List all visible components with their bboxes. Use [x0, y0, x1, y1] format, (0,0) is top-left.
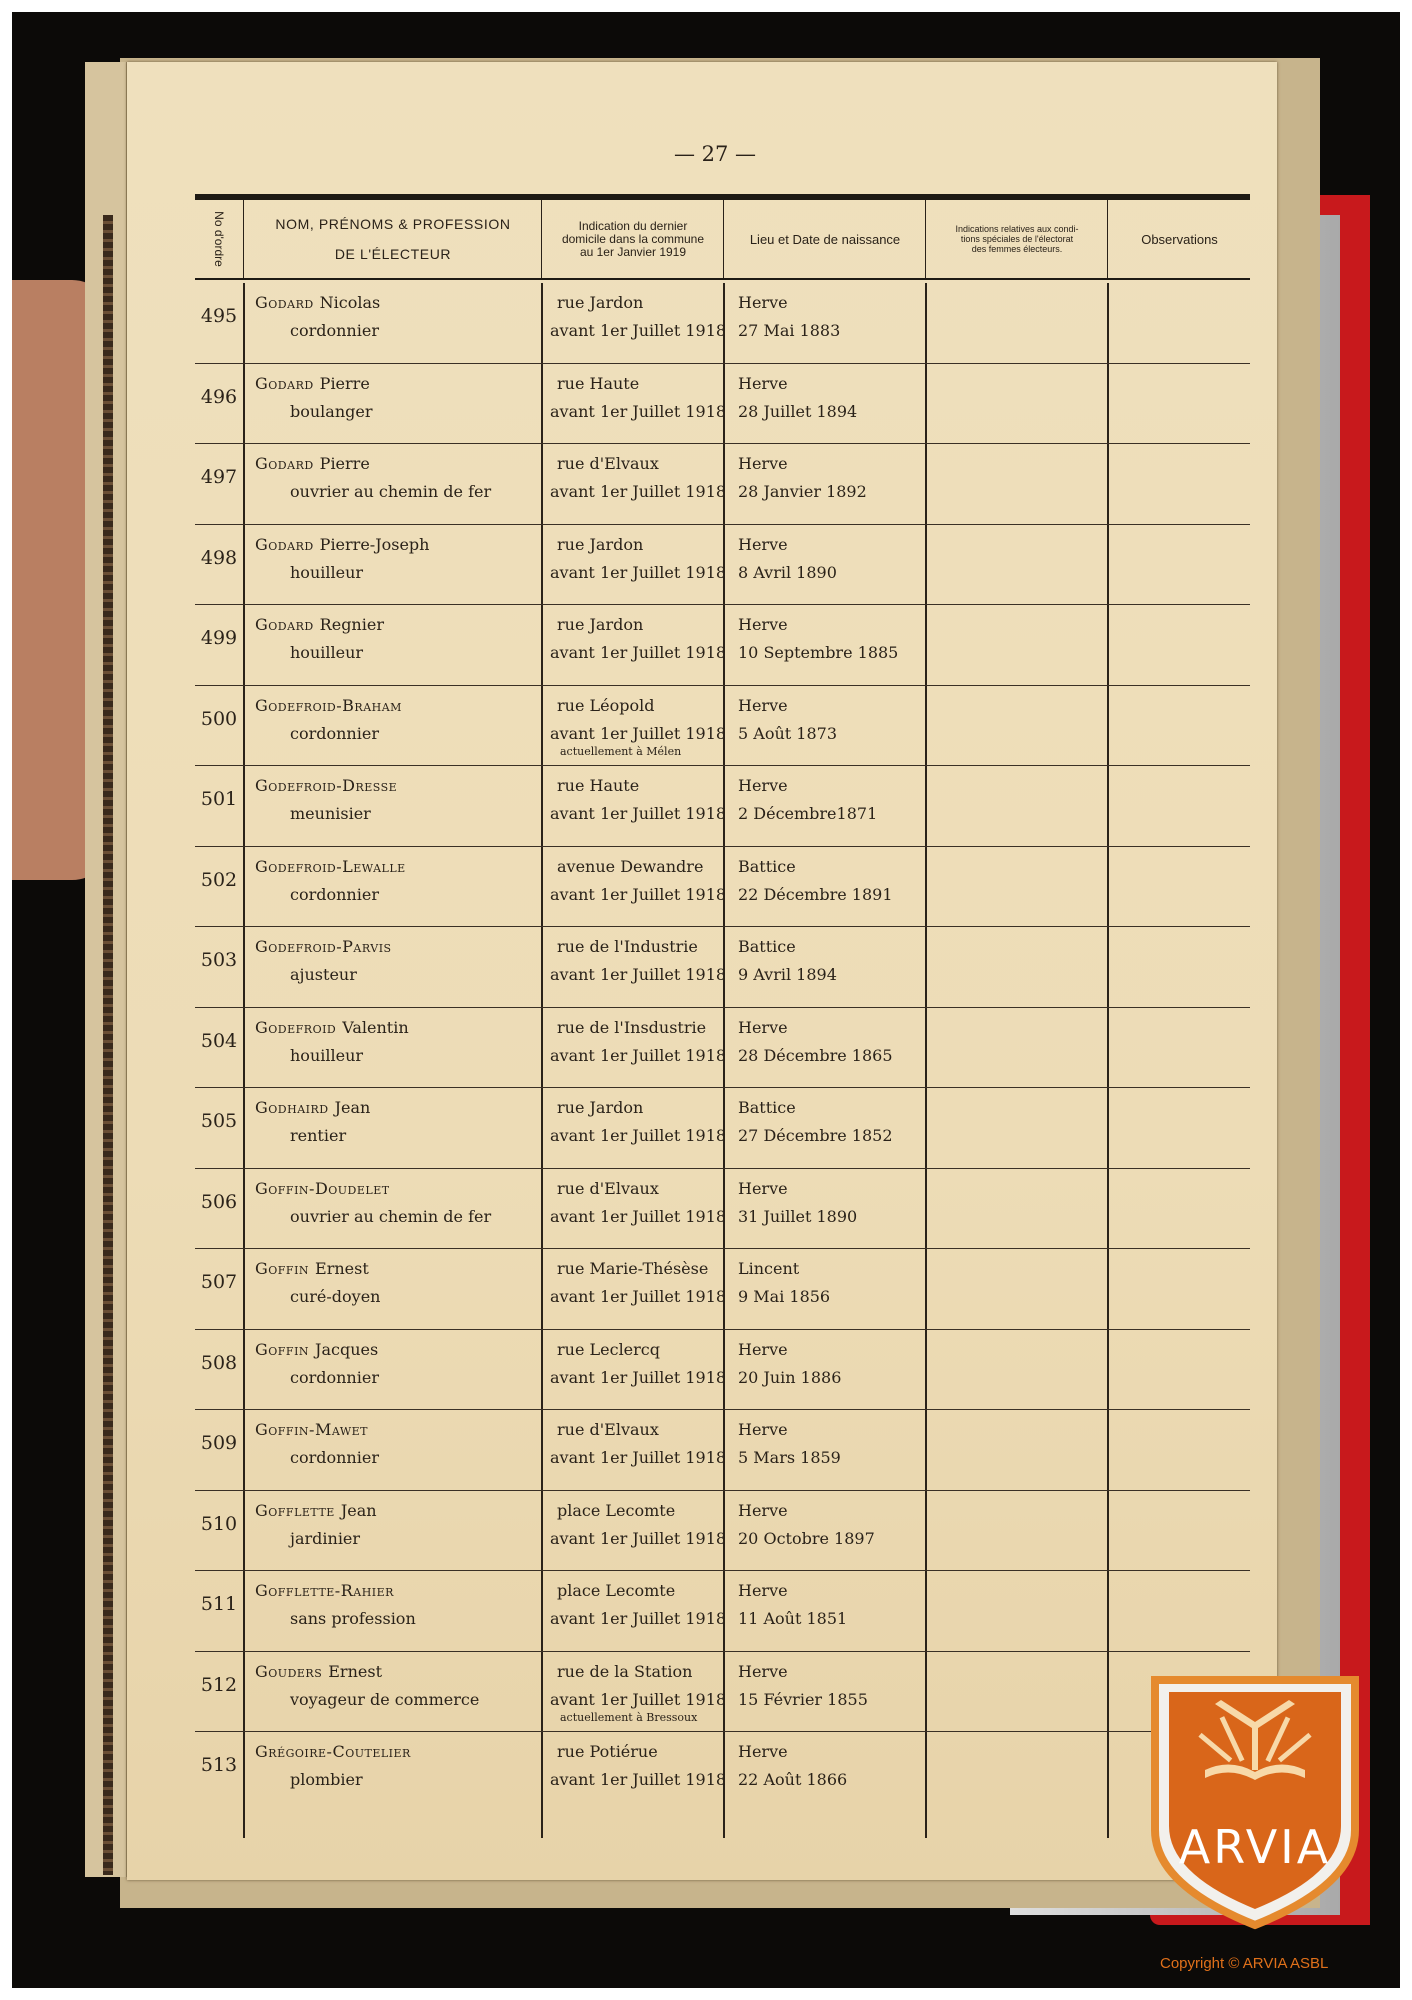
- birth-place: Herve: [738, 373, 788, 393]
- elector-profession: plombier: [290, 1770, 363, 1789]
- birth-date: 20 Juin 1886: [738, 1367, 842, 1387]
- elector-profession: cordonnier: [290, 1367, 379, 1387]
- elector-surname: Gouders: [255, 1661, 323, 1681]
- domicile-date-note: avant 1er Juillet 1918: [550, 1770, 727, 1789]
- domicile-date-note: avant 1er Juillet 1918: [550, 884, 727, 904]
- order-number: 499: [200, 627, 238, 649]
- elector-profession: meunisier: [290, 804, 371, 823]
- birth-place: Herve: [738, 293, 788, 312]
- elector-given-name: Pierre-Joseph: [319, 534, 430, 554]
- table-header: [195, 194, 1250, 280]
- birth-date: 11 Août 1851: [738, 1609, 848, 1628]
- elector-surname: Goffin: [255, 1339, 310, 1359]
- table-row: [195, 1732, 1250, 1813]
- domicile-street: place Lecomte: [557, 1500, 676, 1520]
- elector-name: [255, 1742, 417, 1761]
- birth-place: Herve: [738, 1178, 788, 1198]
- birth-place: Herve: [738, 1742, 788, 1761]
- register-rows: [195, 283, 1250, 1838]
- order-number: 507: [200, 1271, 238, 1293]
- elector-surname: Godhaird: [255, 1098, 329, 1117]
- birth-date: 28 Juillet 1894: [738, 401, 858, 421]
- order-number: 510: [200, 1512, 238, 1535]
- table-row: [195, 1008, 1250, 1089]
- birth-date: 5 Mars 1859: [738, 1448, 841, 1467]
- domicile-date-note: avant 1er Juillet 1918: [550, 1206, 727, 1226]
- order-number: 509: [200, 1432, 238, 1454]
- birth-place: Herve: [738, 1017, 788, 1037]
- domicile-date-note: avant 1er Juillet 1918: [550, 1367, 727, 1387]
- elector-surname: Gofflette-Rahier: [255, 1581, 394, 1600]
- domicile-date-note: avant 1er Juillet 1918: [550, 1609, 727, 1628]
- birth-place: Herve: [738, 615, 788, 634]
- elector-profession: cordonnier: [290, 884, 379, 904]
- birth-place: Battice: [738, 1098, 796, 1117]
- birth-place: Herve: [738, 1661, 788, 1681]
- domicile-street: rue de l'Insdustrie: [557, 1017, 707, 1037]
- domicile-street: rue Potiérue: [557, 1742, 658, 1761]
- birth-date: 27 Mai 1883: [738, 321, 841, 340]
- domicile-street: place Lecomte: [557, 1581, 676, 1600]
- elector-surname: Godard: [255, 534, 314, 554]
- elector-name: [255, 1662, 382, 1681]
- elector-surname: Godard: [255, 454, 314, 473]
- domicile-date-note: avant 1er Juillet 1918: [550, 723, 727, 743]
- order-number: 504: [200, 1029, 238, 1052]
- elector-name: [255, 857, 412, 876]
- order-number: 506: [200, 1190, 238, 1213]
- birth-date: 8 Avril 1890: [738, 562, 837, 582]
- domicile-street: rue d'Elvaux: [557, 454, 659, 473]
- header-domicile: Indication du dernier domicile dans la commune au 1er Janvier 1919: [561, 218, 705, 259]
- domicile-date-note: avant 1er Juillet 1918: [550, 1045, 727, 1065]
- order-number: 497: [200, 466, 238, 488]
- order-number: 496: [200, 385, 238, 408]
- header-birth: Lieu et Date de naissance: [749, 231, 901, 247]
- domicile-date-note: avant 1er Juillet 1918: [550, 1287, 727, 1306]
- domicile-date-note: avant 1er Juillet 1918: [550, 321, 727, 340]
- elector-surname: Godefroid-Braham: [255, 695, 402, 715]
- domicile-date-note: avant 1er Juillet 1918: [550, 1689, 727, 1709]
- elector-given-name: Jean: [334, 1098, 371, 1117]
- elector-surname: Godard: [255, 293, 314, 312]
- elector-surname: Godefroid-Dresse: [255, 776, 398, 795]
- elector-profession: houilleur: [290, 643, 364, 662]
- domicile-current-note: actuellement à Bressoux: [560, 1710, 698, 1724]
- order-number: 498: [200, 546, 238, 569]
- domicile-street: rue Jardon: [557, 293, 644, 312]
- elector-given-name: Jean: [340, 1500, 377, 1520]
- domicile-street: rue Marie-Thésèse: [557, 1259, 709, 1278]
- birth-date: 15 Février 1855: [738, 1689, 868, 1709]
- elector-surname: Goffin: [255, 1259, 310, 1278]
- domicile-street: rue Léopold: [557, 695, 655, 715]
- birth-date: 31 Juillet 1890: [738, 1206, 858, 1226]
- birth-date: 28 Décembre 1865: [738, 1045, 893, 1065]
- elector-surname: Grégoire-Coutelier: [255, 1742, 411, 1761]
- domicile-street: rue d'Elvaux: [557, 1178, 659, 1198]
- elector-name: [255, 776, 403, 795]
- order-number: 495: [200, 305, 238, 327]
- elector-given-name: Jacques: [315, 1339, 379, 1359]
- table-row: [195, 1169, 1250, 1250]
- elector-profession: houilleur: [290, 562, 364, 582]
- copyright-notice: Copyright © ARVIA ASBL: [1160, 1955, 1329, 1972]
- elector-given-name: Valentin: [342, 1017, 409, 1037]
- elector-name: [255, 454, 370, 473]
- birth-place: Herve: [738, 1420, 788, 1439]
- elector-name: [255, 1018, 409, 1037]
- order-number: 512: [200, 1673, 238, 1696]
- order-number: 511: [200, 1593, 238, 1615]
- order-number: 503: [200, 949, 238, 971]
- elector-profession: sans profession: [290, 1609, 416, 1628]
- domicile-date-note: avant 1er Juillet 1918: [550, 643, 727, 662]
- elector-given-name: Pierre: [319, 373, 370, 393]
- arvia-logo-text: ARVIA: [1178, 1820, 1332, 1874]
- binding-stitch: [103, 215, 113, 1875]
- elector-profession: boulanger: [290, 401, 373, 421]
- domicile-street: rue Jardon: [557, 1098, 644, 1117]
- table-row: [195, 766, 1250, 847]
- domicile-street: rue Haute: [557, 776, 640, 795]
- elector-name: [255, 1581, 400, 1600]
- table-row: [195, 1088, 1250, 1169]
- table-row: [195, 1571, 1250, 1652]
- elector-surname: Godefroid: [255, 1017, 337, 1037]
- elector-profession: ouvrier au chemin de fer: [290, 1206, 492, 1226]
- birth-date: 27 Décembre 1852: [738, 1126, 893, 1145]
- order-number: 502: [200, 868, 238, 891]
- elector-name: [255, 1179, 396, 1198]
- domicile-street: rue Jardon: [557, 534, 644, 554]
- elector-profession: houilleur: [290, 1045, 364, 1065]
- table-row: [195, 444, 1250, 525]
- domicile-date-note: avant 1er Juillet 1918: [550, 562, 727, 582]
- order-number: 500: [200, 707, 238, 730]
- elector-profession: jardinier: [290, 1528, 361, 1548]
- birth-place: Battice: [738, 937, 796, 956]
- elector-profession: cordonnier: [290, 321, 379, 340]
- domicile-date-note: avant 1er Juillet 1918: [550, 1528, 727, 1548]
- elector-surname: Goffin-Mawet: [255, 1420, 368, 1439]
- birth-date: 9 Avril 1894: [738, 965, 837, 984]
- elector-name: [255, 1340, 378, 1359]
- birth-date: 28 Janvier 1892: [738, 482, 867, 501]
- domicile-date-note: avant 1er Juillet 1918: [550, 1448, 727, 1467]
- table-row: [195, 1491, 1250, 1572]
- birth-place: Herve: [738, 695, 788, 715]
- table-row: [195, 605, 1250, 686]
- birth-place: Battice: [738, 856, 796, 876]
- birth-place: Lincent: [738, 1259, 800, 1278]
- birth-date: 2 Décembre1871: [738, 804, 878, 823]
- elector-profession: ajusteur: [290, 965, 357, 984]
- birth-place: Herve: [738, 534, 788, 554]
- birth-date: 10 Septembre 1885: [738, 643, 899, 662]
- birth-place: Herve: [738, 454, 788, 473]
- elector-name: [255, 1501, 377, 1520]
- elector-given-name: Regnier: [319, 615, 384, 634]
- header-observations: Observations: [1141, 231, 1218, 247]
- domicile-date-note: avant 1er Juillet 1918: [550, 1126, 727, 1145]
- elector-surname: Godard: [255, 373, 314, 393]
- table-row: [195, 1652, 1250, 1733]
- elector-name: [255, 615, 384, 634]
- domicile-street: rue Jardon: [557, 615, 644, 634]
- elector-profession: ouvrier au chemin de fer: [290, 482, 492, 501]
- table-row: [195, 847, 1250, 928]
- birth-place: Herve: [738, 1339, 788, 1359]
- birth-date: 20 Octobre 1897: [738, 1528, 875, 1548]
- birth-place: Herve: [738, 776, 788, 795]
- order-number: 513: [200, 1754, 238, 1776]
- elector-given-name: Ernest: [315, 1259, 369, 1278]
- elector-name: [255, 535, 429, 554]
- arvia-seal-logo: [1135, 1660, 1375, 1930]
- table-row: [195, 1330, 1250, 1411]
- domicile-date-note: avant 1er Juillet 1918: [550, 965, 727, 984]
- birth-date: 9 Mai 1856: [738, 1287, 831, 1306]
- elector-given-name: Nicolas: [319, 293, 381, 312]
- header-no-ordre: No d'ordre: [212, 211, 226, 267]
- domicile-date-note: avant 1er Juillet 1918: [550, 804, 727, 823]
- domicile-street: rue Haute: [557, 373, 640, 393]
- elector-surname: Godefroid-Lewalle: [255, 856, 406, 876]
- table-row: [195, 686, 1250, 767]
- elector-profession: cordonnier: [290, 723, 379, 743]
- birth-date: 22 Décembre 1891: [738, 884, 893, 904]
- elector-name: [255, 374, 370, 393]
- table-row: [195, 525, 1250, 606]
- table-row: [195, 1410, 1250, 1491]
- domicile-street: rue d'Elvaux: [557, 1420, 659, 1439]
- elector-given-name: Ernest: [328, 1661, 382, 1681]
- header-indications: Indications relatives aux condi- tions spéciales de l'électorat des femmes électeurs.: [955, 224, 1079, 254]
- order-number: 505: [200, 1110, 238, 1132]
- domicile-date-note: avant 1er Juillet 1918: [550, 482, 727, 501]
- table-row: [195, 283, 1250, 364]
- elector-name: [255, 1259, 369, 1278]
- birth-date: 5 Août 1873: [738, 723, 837, 743]
- table-row: [195, 927, 1250, 1008]
- elector-profession: voyageur de commerce: [290, 1689, 480, 1709]
- elector-name: [255, 293, 380, 312]
- domicile-street: avenue Dewandre: [557, 856, 704, 876]
- table-row: [195, 1249, 1250, 1330]
- elector-surname: Godefroid-Parvis: [255, 937, 392, 956]
- page-number: — 27 —: [673, 142, 757, 166]
- header-name: NOM, PRÉNOMS & PROFESSION DE L'ÉLECTEUR: [275, 216, 511, 262]
- elector-surname: Goffin-Doudelet: [255, 1178, 390, 1198]
- birth-place: Herve: [738, 1581, 788, 1600]
- domicile-street: rue de l'Industrie: [557, 937, 698, 956]
- elector-name: [255, 696, 408, 715]
- birth-date: 22 Août 1866: [738, 1770, 848, 1789]
- elector-profession: cordonnier: [290, 1448, 379, 1467]
- elector-surname: Gofflette: [255, 1500, 335, 1520]
- order-number: 501: [200, 788, 238, 810]
- elector-name: [255, 1420, 374, 1439]
- elector-name: [255, 937, 398, 956]
- elector-profession: rentier: [290, 1126, 347, 1145]
- domicile-street: rue Leclercq: [557, 1339, 660, 1359]
- domicile-date-note: avant 1er Juillet 1918: [550, 401, 727, 421]
- elector-profession: curé-doyen: [290, 1287, 381, 1306]
- table-row: [195, 364, 1250, 445]
- order-number: 508: [200, 1351, 238, 1374]
- domicile-street: rue de la Station: [557, 1661, 693, 1681]
- birth-place: Herve: [738, 1500, 788, 1520]
- elector-name: [255, 1098, 370, 1117]
- elector-surname: Godard: [255, 615, 314, 634]
- elector-given-name: Pierre: [319, 454, 370, 473]
- domicile-current-note: actuellement à Mélen: [560, 744, 682, 758]
